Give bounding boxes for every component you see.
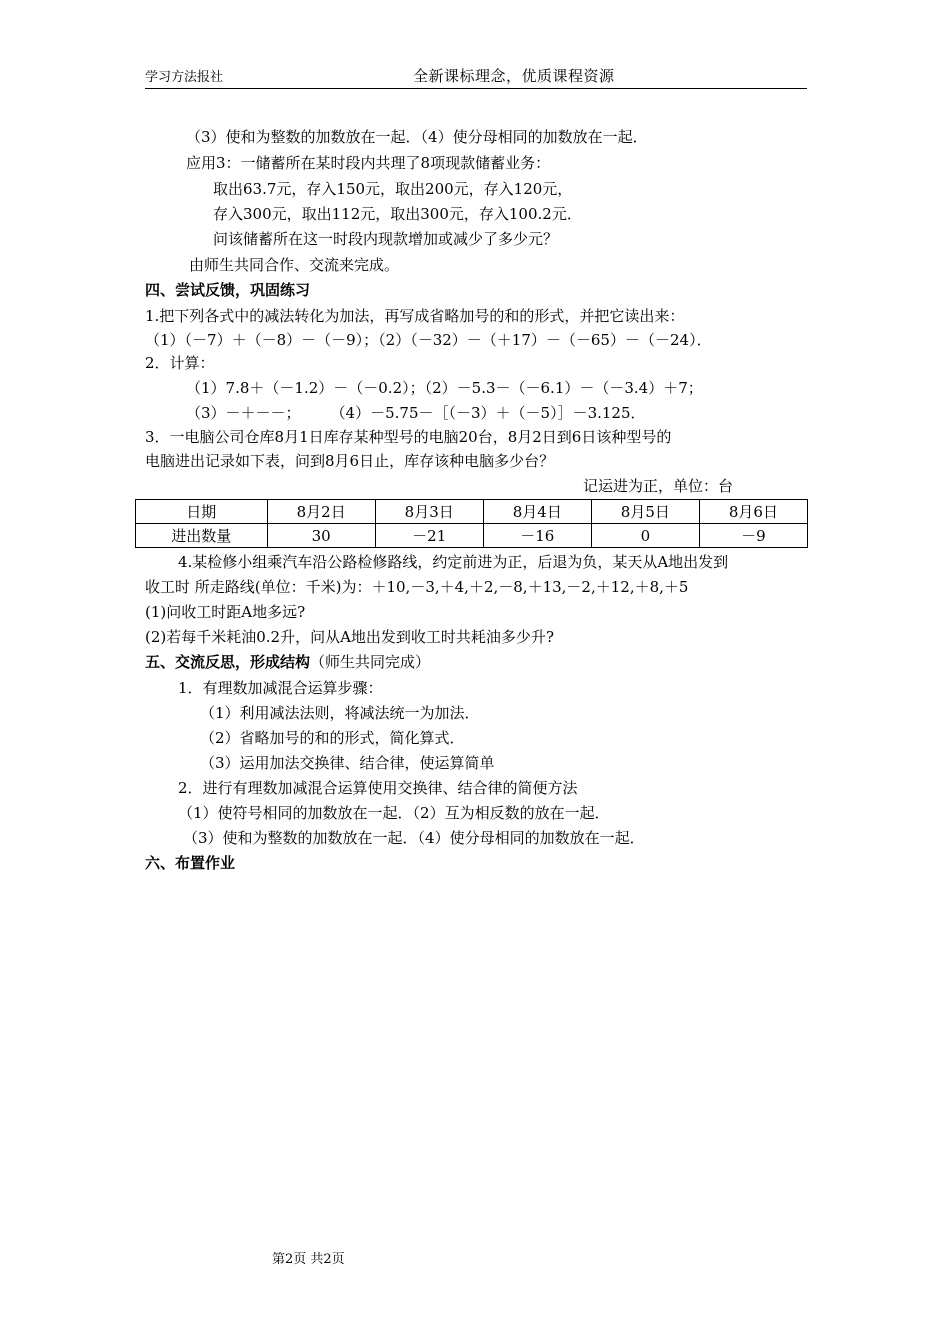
table-row — [136, 524, 808, 548]
text-line: 2．进行有理数加减混合运算使用交换律、结合律的简便方法 — [178, 779, 578, 797]
text-line: （1）使符号相同的加数放在一起．（2）互为相反数的放在一起． — [178, 804, 610, 822]
header-slogan: 全新课标理念，优质课程资源 — [413, 67, 615, 85]
text-line: 取出63.7元，存入150元，取出200元，存入120元， — [213, 180, 573, 198]
text-line: （3）运用加法交换律、结合律，使运算简单 — [200, 754, 495, 772]
text-line: 应用3：一储蓄所在某时段内共理了8项现款储蓄业务： — [186, 154, 551, 172]
text-line: （2）省略加号的和的形式，简化算式． — [200, 729, 465, 747]
publisher-name: 学习方法报社 — [145, 70, 224, 85]
table-cell: －9 — [699, 524, 807, 548]
table-cell: 8月5日 — [591, 500, 699, 524]
text-line: (1)问收工时距A地多远? — [145, 603, 306, 621]
section-heading: 六、布置作业 — [145, 854, 236, 872]
text-line: （3）－＋－－； （4）－5.75－［（－3）＋（－5）］－3.125． — [186, 404, 646, 422]
text-line: 1．有理数加减混合运算步骤： — [178, 679, 383, 697]
text-line: 由师生共同合作、交流来完成。 — [189, 256, 400, 274]
text-line: （1）7.8＋（－1.2）－（－0.2）；（2）－5.3－（－6.1）－（－3.4）＋7； — [186, 379, 703, 397]
table-cell: －21 — [375, 524, 483, 548]
section-heading: 五、交流反思，形成结构 — [145, 653, 311, 671]
inventory-table — [135, 499, 808, 548]
table-cell: 0 — [591, 524, 699, 548]
text-line: 1.把下列各式中的减法转化为加法，再写成省略加号的和的形式，并把它读出来： — [145, 307, 685, 325]
page-header — [145, 64, 807, 89]
text-line: 3．一电脑公司仓库8月1日库存某种型号的电脑20台，8月2日到6日该种型号的 — [145, 428, 672, 446]
table-cell: 8月3日 — [375, 500, 483, 524]
table-cell: 8月6日 — [699, 500, 807, 524]
table-cell: 8月2日 — [267, 500, 375, 524]
section-note: （师生共同完成） — [310, 653, 431, 671]
text-line: (2)若每千米耗油0.2升，问从A地出发到收工时共耗油多少升? — [145, 628, 554, 646]
text-line: 2．计算： — [145, 354, 215, 372]
text-line: （3）使和为整数的加数放在一起．（4）使分母相同的加数放在一起． — [183, 829, 645, 847]
text-line: 4.某检修小组乘汽车沿公路检修路线，约定前进为正，后退为负，某天从A地出发到 — [178, 553, 729, 571]
text-line: （1）利用减法法则，将减法统一为加法． — [200, 704, 480, 722]
section-heading: 四、尝试反馈，巩固练习 — [145, 281, 311, 299]
text-line: 问该储蓄所在这一时段内现款增加或减少了多少元？ — [213, 230, 559, 248]
text-line: 存入300元，取出112元，取出300元，存入100.2元． — [213, 205, 582, 223]
page-footer: 第2页 共2页 — [272, 1252, 345, 1267]
text-line: 收工时 所走路线(单位：千米)为：＋10,－3,＋4,＋2,－8,＋13,－2,＋12,＋8,＋5 — [145, 578, 689, 596]
table-cell: －16 — [483, 524, 591, 548]
section-heading-line — [145, 653, 430, 671]
text-line: （1）（－7）＋（－8）－（－9）；（2）（－32）－（＋17）－（－65）－（－24）． — [145, 331, 712, 349]
table-cell: 8月4日 — [483, 500, 591, 524]
text-line: 电脑进出记录如下表，问到8月6日止，库存该种电脑多少台？ — [145, 452, 555, 470]
table-cell: 日期 — [136, 500, 268, 524]
table-row — [136, 500, 808, 524]
table-cell: 30 — [267, 524, 375, 548]
table-note: 记运进为正，单位：台 — [583, 477, 734, 495]
table-cell: 进出数量 — [136, 524, 268, 548]
text-line: （3）使和为整数的加数放在一起．（4）使分母相同的加数放在一起． — [186, 128, 648, 146]
